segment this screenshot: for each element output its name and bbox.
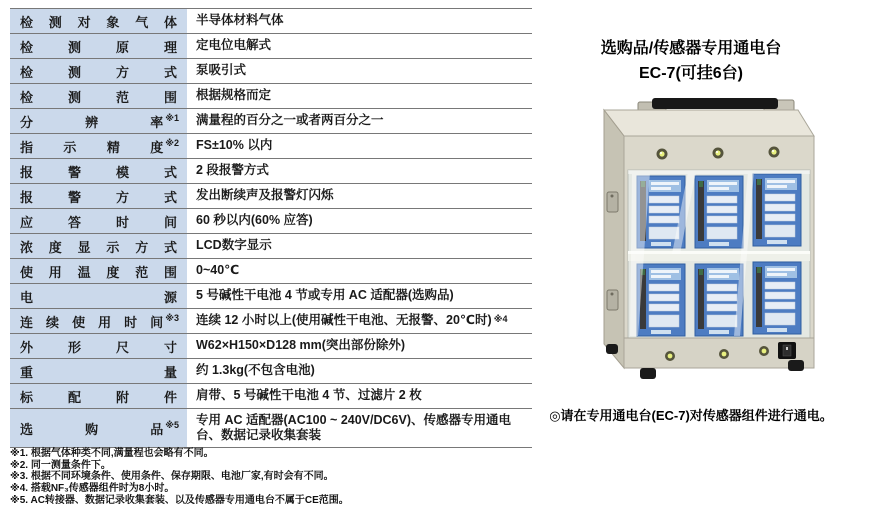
spec-label: 外 形 尺 寸 [20, 339, 177, 355]
spec-label: 电 源 [20, 289, 177, 305]
spec-value: 半导体材料气体 [196, 13, 284, 28]
footnote-line: ※5. AC转接器、数据记录收集套装、以及传感器专用通电台不属于CE范围。 [10, 494, 349, 506]
spec-label: 检 测 对 象 气 体 [20, 14, 177, 30]
spec-label: 指 示 精 度 [20, 139, 164, 155]
spec-label-cell [10, 84, 187, 108]
sensor-module [695, 176, 743, 248]
spec-value-cell [187, 9, 532, 33]
spec-value-cell [187, 384, 532, 408]
spec-label: 连 续 使 用 时 间 [20, 314, 164, 330]
table-row [10, 183, 532, 208]
spec-label-cell [10, 159, 187, 183]
spec-value: 2 段报警方式 [196, 163, 269, 178]
spec-label: 检 测 原 理 [20, 39, 177, 55]
spec-label-cell [10, 9, 187, 33]
spec-value: 0~40℃ [196, 263, 240, 278]
cabinet-top [604, 110, 814, 136]
spec-value: LCD数字显示 [196, 238, 272, 253]
spec-table [10, 8, 532, 448]
spec-value-cell [187, 84, 532, 108]
spec-value: 专用 AC 适配器(AC100 ~ 240V/DC6V)、传感器专用通电台、数据记录收集套装 [196, 413, 511, 442]
spec-label-cell [10, 384, 187, 408]
spec-value-cell [187, 284, 532, 308]
table-row [10, 108, 532, 133]
spec-value-marker: ※4 [493, 314, 508, 325]
table-row [10, 83, 532, 108]
product-title-line2: EC-7(可挂6台) [638, 65, 743, 82]
spec-label-cell [10, 409, 187, 447]
table-row [10, 333, 532, 358]
spec-label-cell [10, 34, 187, 58]
table-row [10, 233, 532, 258]
spec-label: 标 配 附 件 [20, 389, 177, 405]
spec-value-cell [187, 259, 532, 283]
table-row [10, 8, 532, 33]
product-title-line1: 选购品/传感器专用通电台 [600, 40, 782, 57]
spec-label-cell [10, 184, 187, 208]
spec-value-cell [187, 109, 532, 133]
table-row [10, 283, 532, 308]
spec-value-cell [187, 334, 532, 358]
table-row [10, 58, 532, 83]
spec-value-cell [187, 309, 532, 333]
spec-label: 选 购 品 [20, 421, 164, 437]
spec-value-cell [187, 234, 532, 258]
spec-label: 报 警 模 式 [20, 164, 177, 180]
spec-label-cell [10, 309, 187, 333]
spec-label-cell [10, 59, 187, 83]
table-row [10, 33, 532, 58]
cabinet-side [604, 110, 624, 368]
spec-label-marker: ※2 [165, 137, 179, 148]
spec-value: 连续 12 小时以上(使用碱性干电池、无报警、20℃时) [196, 313, 492, 328]
spec-label-cell [10, 334, 187, 358]
spec-label-cell [10, 109, 187, 133]
footnotes [10, 448, 540, 507]
sensor-module [637, 264, 685, 336]
spec-value: 约 1.3kg(不包含电池) [196, 363, 315, 378]
table-row [10, 358, 532, 383]
table-row [10, 208, 532, 233]
spec-label-marker: ※5 [165, 419, 179, 430]
spec-value: 满量程的百分之一或者两百分之一 [196, 113, 384, 128]
product-photo [552, 94, 838, 392]
spec-value-cell [187, 359, 532, 383]
spec-value-cell [187, 409, 532, 447]
spec-label: 使 用 温 度 范 围 [20, 264, 177, 280]
product-title [543, 36, 839, 86]
footnote-line: ※4. 搭载NF₃传感器组件时为8小时。 [10, 483, 175, 495]
spec-value: 泵吸引式 [196, 63, 247, 78]
table-row [10, 133, 532, 158]
spec-label-marker: ※3 [165, 312, 179, 323]
spec-value-cell [187, 209, 532, 233]
spec-label: 应 答 时 间 [20, 214, 177, 230]
spec-value: 定电位电解式 [196, 38, 272, 53]
product-caption: ◎请在专用通电台(EC-7)对传感器组件进行通电。 [549, 408, 833, 423]
spec-value: 根据规格而定 [196, 88, 272, 103]
spec-value: FS±10% 以内 [196, 138, 273, 153]
spec-value-cell [187, 184, 532, 208]
footnote-line: ※2. 同一测量条件下。 [10, 459, 111, 471]
spec-value-cell [187, 34, 532, 58]
table-row [10, 258, 532, 283]
spec-label-marker: ※1 [165, 112, 179, 123]
table-row [10, 308, 532, 333]
spec-value: 发出断续声及报警灯闪烁 [196, 188, 334, 203]
spec-label: 检 测 方 式 [20, 64, 177, 80]
spec-label-cell [10, 234, 187, 258]
spec-value-cell [187, 59, 532, 83]
spec-label: 分 辨 率 [20, 114, 164, 130]
spec-label: 报 警 方 式 [20, 189, 177, 205]
spec-label: 浓 度 显 示 方 式 [20, 239, 177, 255]
table-row [10, 158, 532, 183]
footnote-line: ※3. 根据不同环境条件、使用条件、保存期限、电池厂家,有时会有不同。 [10, 471, 334, 483]
spec-value: W62×H150×D128 mm(突出部份除外) [196, 338, 406, 353]
spec-label: 重 量 [20, 364, 177, 380]
spec-value: 肩带、5 号碱性干电池 4 节、过滤片 2 枚 [196, 388, 422, 403]
table-row [10, 408, 532, 447]
power-switch [778, 342, 796, 359]
spec-label-cell [10, 359, 187, 383]
sensor-module [753, 174, 801, 246]
spec-label-cell [10, 209, 187, 233]
spec-label: 检 测 范 围 [20, 89, 177, 105]
spec-value-cell [187, 134, 532, 158]
spec-value: 60 秒以内(60% 应答) [196, 213, 313, 228]
spec-label-cell [10, 284, 187, 308]
sensor-module [753, 262, 801, 334]
spec-value-cell [187, 159, 532, 183]
spec-label-cell [10, 134, 187, 158]
table-row [10, 383, 532, 408]
spec-label-cell [10, 259, 187, 283]
spec-value: 5 号碱性干电池 4 节或专用 AC 适配器(选购品) [196, 288, 454, 303]
footnote-line: ※1. 根据气体种类不同,满量程也会略有不同。 [10, 448, 214, 459]
